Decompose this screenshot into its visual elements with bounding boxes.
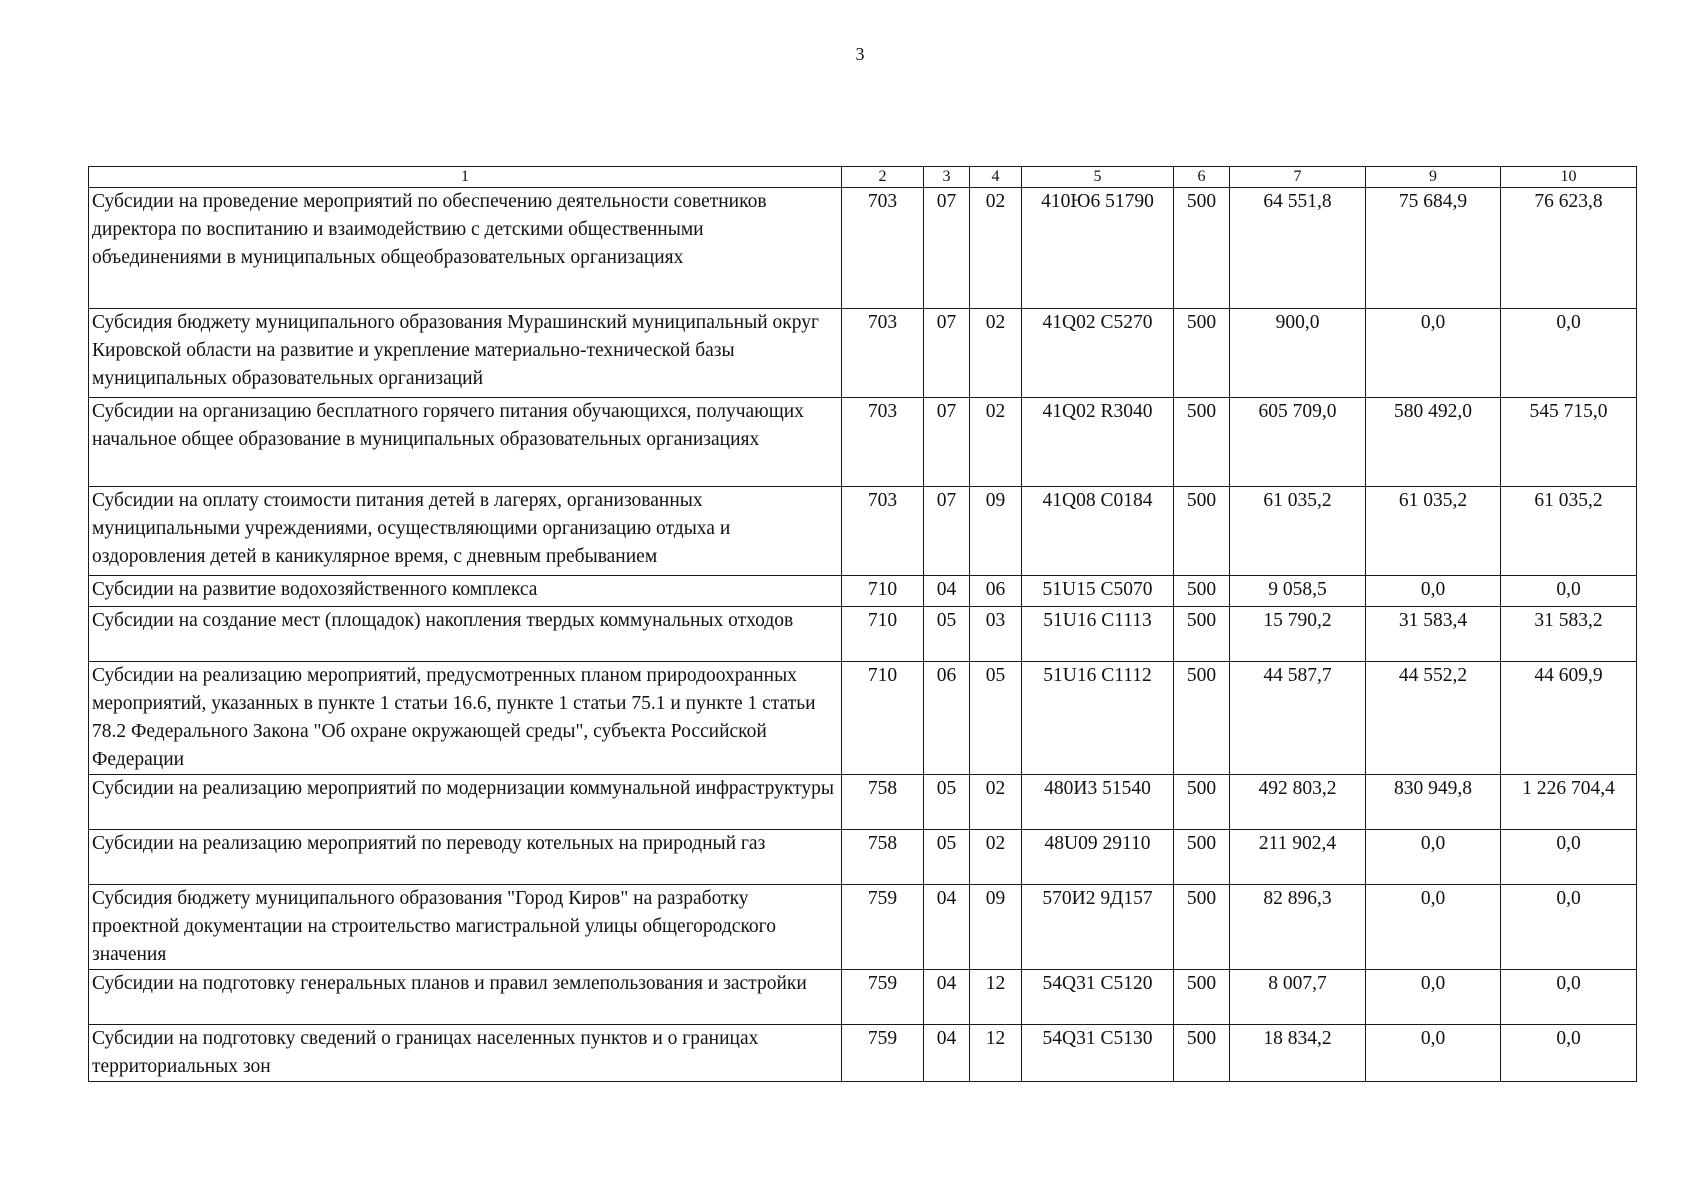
- cell-col3: 07: [924, 487, 970, 576]
- cell-col6: 500: [1174, 487, 1230, 576]
- cell-col10: 0,0: [1501, 885, 1637, 970]
- cell-name: Субсидии на подготовку сведений о границах населенных пунктов и о границах территориальных зон: [89, 1025, 842, 1082]
- cell-col5: 54Q31 C5130: [1022, 1025, 1174, 1082]
- cell-col3: 04: [924, 885, 970, 970]
- table-row: [89, 576, 1637, 607]
- cell-col7: 8 007,7: [1230, 970, 1366, 1025]
- table-row: [89, 830, 1637, 885]
- header-cell: 10: [1501, 167, 1637, 188]
- cell-col7: 9 058,5: [1230, 576, 1366, 607]
- cell-col4: 09: [970, 487, 1022, 576]
- cell-col9: 31 583,4: [1366, 607, 1501, 662]
- header-cell: 4: [970, 167, 1022, 188]
- cell-col10: 44 609,9: [1501, 662, 1637, 775]
- cell-col6: 500: [1174, 775, 1230, 830]
- cell-col2: 703: [842, 188, 924, 309]
- cell-col7: 900,0: [1230, 309, 1366, 398]
- cell-name: Субсидия бюджету муниципального образования "Город Киров" на разработку проектной документации на строительство магистральной улицы общегородского значения: [89, 885, 842, 970]
- cell-col7: 44 587,7: [1230, 662, 1366, 775]
- cell-col4: 12: [970, 970, 1022, 1025]
- cell-col7: 82 896,3: [1230, 885, 1366, 970]
- cell-col5: 51U16 C1112: [1022, 662, 1174, 775]
- cell-col7: 211 902,4: [1230, 830, 1366, 885]
- cell-col3: 04: [924, 576, 970, 607]
- cell-col3: 07: [924, 309, 970, 398]
- cell-col5: 41Q08 C0184: [1022, 487, 1174, 576]
- cell-col4: 09: [970, 885, 1022, 970]
- cell-name: Субсидия бюджету муниципального образования Мурашинский муниципальный округ Кировской области на развитие и укрепление материально-технической базы муниципальных образовательных организаций: [89, 309, 842, 398]
- cell-col3: 05: [924, 830, 970, 885]
- cell-col9: 75 684,9: [1366, 188, 1501, 309]
- cell-col7: 15 790,2: [1230, 607, 1366, 662]
- cell-col2: 759: [842, 885, 924, 970]
- cell-col5: 54Q31 C5120: [1022, 970, 1174, 1025]
- cell-name: Субсидии на организацию бесплатного горячего питания обучающихся, получающих начальное общее образование в муниципальных образовательных организациях: [89, 398, 842, 487]
- cell-col4: 05: [970, 662, 1022, 775]
- cell-col5: 570И2 9Д157: [1022, 885, 1174, 970]
- cell-col10: 0,0: [1501, 1025, 1637, 1082]
- cell-col6: 500: [1174, 830, 1230, 885]
- cell-col9: 580 492,0: [1366, 398, 1501, 487]
- cell-col7: 64 551,8: [1230, 188, 1366, 309]
- cell-col6: 500: [1174, 662, 1230, 775]
- cell-col10: 0,0: [1501, 970, 1637, 1025]
- table-row: [89, 775, 1637, 830]
- cell-name: Субсидии на реализацию мероприятий по переводу котельных на природный газ: [89, 830, 842, 885]
- cell-col2: 759: [842, 1025, 924, 1082]
- cell-col9: 830 949,8: [1366, 775, 1501, 830]
- cell-col7: 18 834,2: [1230, 1025, 1366, 1082]
- cell-col6: 500: [1174, 188, 1230, 309]
- cell-col4: 12: [970, 1025, 1022, 1082]
- cell-col9: 0,0: [1366, 885, 1501, 970]
- cell-col6: 500: [1174, 885, 1230, 970]
- cell-name: Субсидии на развитие водохозяйственного комплекса: [89, 576, 842, 607]
- cell-col3: 07: [924, 398, 970, 487]
- cell-col5: 48U09 29110: [1022, 830, 1174, 885]
- cell-col5: 41Q02 R3040: [1022, 398, 1174, 487]
- header-row: [89, 167, 1637, 188]
- cell-col2: 710: [842, 576, 924, 607]
- cell-col4: 02: [970, 830, 1022, 885]
- cell-col10: 545 715,0: [1501, 398, 1637, 487]
- cell-col4: 06: [970, 576, 1022, 607]
- page-number: 3: [855, 44, 865, 64]
- cell-col9: 0,0: [1366, 576, 1501, 607]
- cell-col9: 0,0: [1366, 309, 1501, 398]
- cell-col9: 0,0: [1366, 1025, 1501, 1082]
- cell-col6: 500: [1174, 1025, 1230, 1082]
- cell-col9: 61 035,2: [1366, 487, 1501, 576]
- cell-col7: 61 035,2: [1230, 487, 1366, 576]
- cell-col2: 703: [842, 309, 924, 398]
- header-cell: 3: [924, 167, 970, 188]
- cell-col5: 51U15 C5070: [1022, 576, 1174, 607]
- table-row: [89, 188, 1637, 309]
- header-cell: 7: [1230, 167, 1366, 188]
- cell-col9: 44 552,2: [1366, 662, 1501, 775]
- cell-col6: 500: [1174, 309, 1230, 398]
- cell-col6: 500: [1174, 398, 1230, 487]
- cell-name: Субсидии на подготовку генеральных планов и правил землепользования и застройки: [89, 970, 842, 1025]
- cell-col4: 02: [970, 309, 1022, 398]
- cell-col3: 07: [924, 188, 970, 309]
- cell-name: Субсидии на проведение мероприятий по обеспечению деятельности советников директора по воспитанию и взаимодействию с детскими общественными объединениями в муниципальных общеобразовательных организациях: [89, 188, 842, 309]
- header-cell: 2: [842, 167, 924, 188]
- cell-col4: 03: [970, 607, 1022, 662]
- cell-col2: 759: [842, 970, 924, 1025]
- cell-col2: 703: [842, 487, 924, 576]
- cell-col10: 76 623,8: [1501, 188, 1637, 309]
- cell-col10: 0,0: [1501, 576, 1637, 607]
- cell-col3: 04: [924, 970, 970, 1025]
- budget-table: [88, 166, 1637, 1082]
- cell-col10: 1 226 704,4: [1501, 775, 1637, 830]
- header-cell: 1: [89, 167, 842, 188]
- cell-col9: 0,0: [1366, 970, 1501, 1025]
- cell-name: Субсидии на создание мест (площадок) накопления твердых коммунальных отходов: [89, 607, 842, 662]
- cell-col3: 04: [924, 1025, 970, 1082]
- cell-col6: 500: [1174, 607, 1230, 662]
- cell-col6: 500: [1174, 576, 1230, 607]
- table-row: [89, 309, 1637, 398]
- cell-col5: 480И3 51540: [1022, 775, 1174, 830]
- cell-col3: 05: [924, 607, 970, 662]
- cell-col5: 410Ю6 51790: [1022, 188, 1174, 309]
- header-cell: 9: [1366, 167, 1501, 188]
- cell-col10: 0,0: [1501, 830, 1637, 885]
- cell-name: Субсидии на оплату стоимости питания детей в лагерях, организованных муниципальными учреждениями, осуществляющими организацию отдыха и оздоровления детей в каникулярное время, с дневным пребыванием: [89, 487, 842, 576]
- cell-col6: 500: [1174, 970, 1230, 1025]
- cell-col2: 710: [842, 662, 924, 775]
- cell-col7: 492 803,2: [1230, 775, 1366, 830]
- cell-col2: 710: [842, 607, 924, 662]
- header-cell: 5: [1022, 167, 1174, 188]
- cell-col10: 61 035,2: [1501, 487, 1637, 576]
- cell-name: Субсидии на реализацию мероприятий по модернизации коммунальной инфраструктуры: [89, 775, 842, 830]
- table-row: [89, 885, 1637, 970]
- table-row: [89, 487, 1637, 576]
- cell-col5: 41Q02 C5270: [1022, 309, 1174, 398]
- cell-col4: 02: [970, 775, 1022, 830]
- cell-col2: 703: [842, 398, 924, 487]
- table-row: [89, 607, 1637, 662]
- cell-col4: 02: [970, 188, 1022, 309]
- cell-col4: 02: [970, 398, 1022, 487]
- cell-col3: 06: [924, 662, 970, 775]
- table-row: [89, 1025, 1637, 1082]
- cell-col3: 05: [924, 775, 970, 830]
- cell-col2: 758: [842, 775, 924, 830]
- cell-name: Субсидии на реализацию мероприятий, предусмотренных планом природоохранных мероприятий, указанных в пункте 1 статьи 16.6, пункте 1 статьи 75.1 и пункте 1 статьи 78.2 Федерального Закона "Об охране окружающей среды", субъекта Российской Федерации: [89, 662, 842, 775]
- header-cell: 6: [1174, 167, 1230, 188]
- table-row: [89, 662, 1637, 775]
- cell-col10: 31 583,2: [1501, 607, 1637, 662]
- cell-col10: 0,0: [1501, 309, 1637, 398]
- table-row: [89, 970, 1637, 1025]
- cell-col9: 0,0: [1366, 830, 1501, 885]
- table-row: [89, 398, 1637, 487]
- cell-col5: 51U16 C1113: [1022, 607, 1174, 662]
- cell-col2: 758: [842, 830, 924, 885]
- cell-col7: 605 709,0: [1230, 398, 1366, 487]
